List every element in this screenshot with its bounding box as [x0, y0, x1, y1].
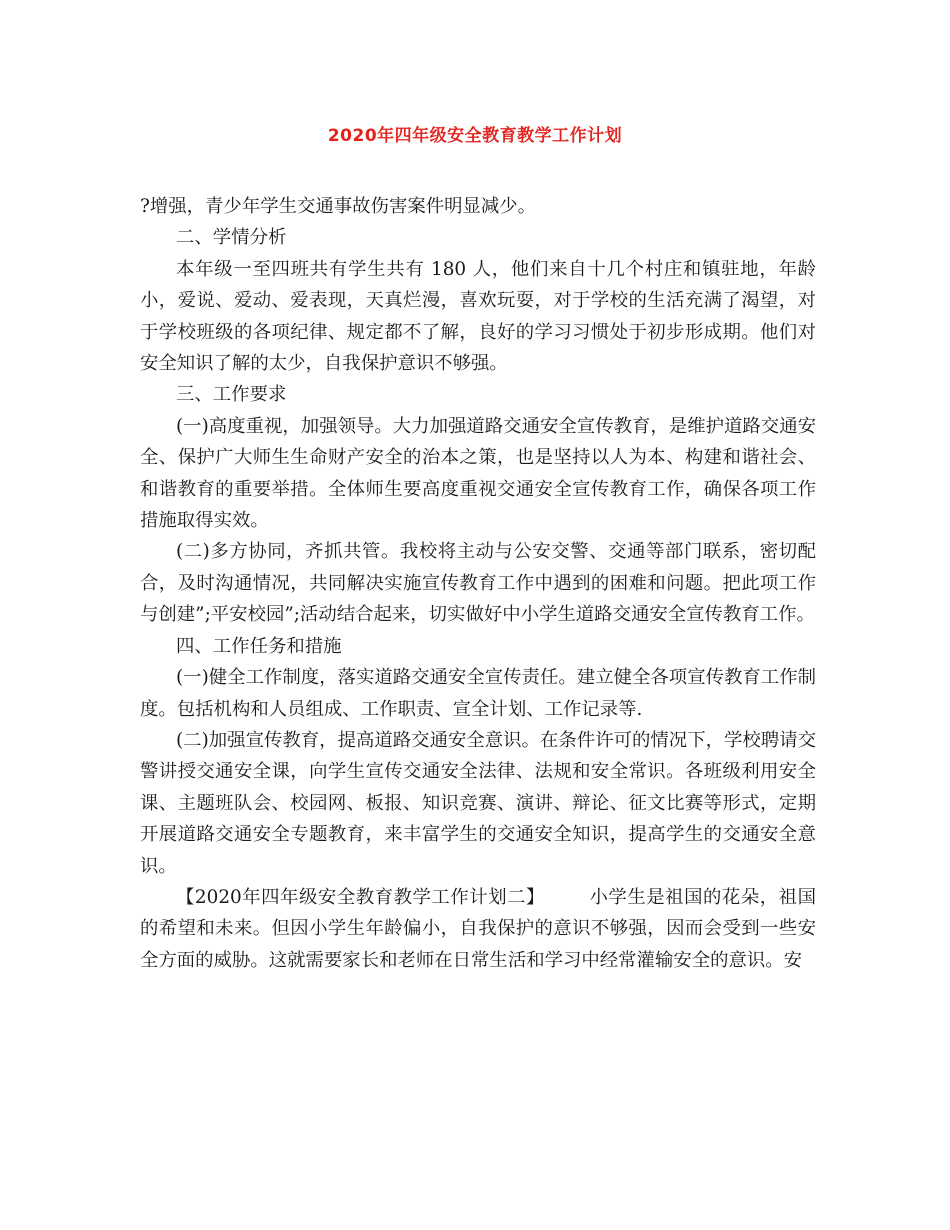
- document-body: [140, 191, 816, 976]
- paragraph-task-1: (一)健全工作制度，落实道路交通安全宣传责任。建立健全各项宣传教育工作制度。包括机构和人员组成、工作职责、宣全计划、工作记录等.: [140, 667, 816, 720]
- document-title: 2020年四年级安全教育教学工作计划: [327, 126, 623, 146]
- plan-two-text: 小学生是祖国的花朵，祖国的希望和未来。但因小学生年龄偏小，自我保护的意识不够强，因而会受到一些安全方面的威胁。这就需要家长和老师在日常生活和学习中经常灌输安全的意识。安: [140, 886, 816, 971]
- section-heading-work-requirements: 三、工作要求: [176, 384, 287, 406]
- paragraph-task-2: (二)加强宣传教育，提高道路交通安全意识。在条件许可的情况下，学校聘请交警讲授交通安全课，向学生宣传交通安全法律、法规和安全常识。各班级利用安全课、主题班队会、校园网、板报、知识竞赛、演讲、辩论、征文比赛等形式，定期开展道路交通安全专题教育，来丰富学生的交通安全知识，提高学生的交通安全意识。: [140, 729, 816, 877]
- paragraph-requirement-2: (二)多方协同，齐抓共管。我校将主动与公安交警、交通等部门联系，密切配合，及时沟通情况，共同解决实施宣传教育工作中遇到的困难和问题。把此项工作与创建”;平安校园”;活动结合起来，切实做好中小学生道路交通安全宣传教育工作。: [140, 541, 816, 626]
- paragraph-learning-analysis: 本年级一至四班共有学生共有 180 人，他们来自十几个村庄和镇驻地，年龄小，爱说、爱动、爱表现，天真烂漫，喜欢玩耍，对于学校的生活充满了渴望，对于学校班级的各项纪律、规定都不了解，良好的学习习惯处于初步形成期。他们对安全知识了解的太少，自我保护意识不够强。: [140, 258, 816, 375]
- paragraph-plan-two: [140, 882, 816, 976]
- section-heading-learning-analysis: 二、学情分析: [176, 227, 287, 249]
- paragraph-requirement-1: (一)高度重视，加强领导。大力加强道路交通安全宣传教育，是维护道路交通安全、保护广大师生生命财产安全的治本之策，也是坚持以人为本、构建和谐社会、和谐教育的重要举措。全体师生要高度重视交通安全宣传教育工作，确保各项工作措施取得实效。: [140, 415, 816, 532]
- paragraph-continuation: ?增强，青少年学生交通事故伤害案件明显减少。: [140, 196, 537, 217]
- plan-two-heading: 【2020年四年级安全教育教学工作计划二】: [176, 886, 545, 908]
- section-heading-tasks-measures: 四、工作任务和措施: [176, 635, 342, 657]
